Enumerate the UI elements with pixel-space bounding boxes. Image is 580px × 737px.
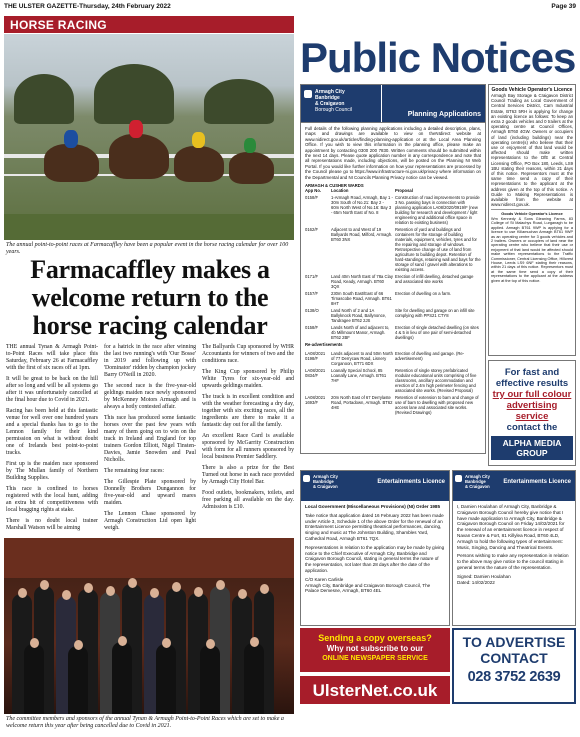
paragraph: Racing has been held at this fantastic venue for well over one hundred years and a special thanks has to go to the Lennon family for their kind permission on what is without doubt one of Irelands best point-to-point tracks. bbox=[6, 408, 98, 456]
public-notices-title: Public Notices bbox=[300, 34, 576, 81]
paragraph: The remaining four races: bbox=[104, 468, 165, 474]
paragraph: This race has produced some fantastic horses over the past few years with many of them going on to win on the track in Ireland and England for top trainers Gordon Elliott, Nigel Tinsten-Davies, Jamie Snowden and Paul Nicholls. bbox=[104, 415, 196, 463]
paragraph: The Ballyards Cup sponsored by WHR Accountants for winners of two and the conditions race. bbox=[202, 344, 294, 364]
goods-vehicle-title: Goods Vehicle Operator's Licence bbox=[491, 87, 573, 93]
paragraph: First up is the maiden race sponsored by The Mullan family of Northern Building Supplies. bbox=[6, 461, 98, 481]
paragraph: There is no doubt local trainer Marshall Watson will be aiming bbox=[6, 518, 98, 531]
ulsternet-logo: UlsterNet.co.uk bbox=[300, 674, 450, 704]
article-column-2 bbox=[104, 344, 196, 532]
paragraph: The King Cup sponsored by Philip White Tyres for six-year-old and upwards geldings maiden. bbox=[202, 369, 294, 389]
article-body bbox=[6, 344, 294, 532]
paragraph: The Gillespie Plate sponsored by Donnelly Brothers Dungannon for five-year-old and upward mares maiden. bbox=[104, 479, 196, 506]
paragraph: THE annual Tynan & Armagh Point-to-Point Races will take place this Saturday, February 26 at Farmacaffley with the first of six races off at 1pm. bbox=[6, 344, 98, 371]
alpha-media-group: ALPHA MEDIA GROUP bbox=[491, 436, 573, 460]
photo-caption: The committee members and sponsors of the annual Tynan & Armagh Point-to-Point Races which are set to make a welcome return this year after being cancelled due to Covid in 2021. bbox=[6, 716, 284, 729]
application-row: 0162/F Adjacent to and West of 19 Ballyards Road, Milford, Armagh. BT60 3NX Retention of yard and buildings and containers for the storage of building materials, equipment, vehicles, tyres and for the repairing and storage of windows. Retrospective change of use of land from agriculture to building depot. Retention of hard-standings, retaining wall and bays for the storage of sand / gravel with alterations to existing access. bbox=[305, 227, 481, 273]
paragraph: for a hatrick in the race after winning the last two running's with 'Our Bosse' in 2019 and following up with 'Dominator' ridden by champion jockey Barry O'Neill in 2020. bbox=[104, 344, 196, 378]
article-column-1 bbox=[6, 344, 98, 532]
application-row: Re-advertisements bbox=[305, 342, 343, 348]
paragraph: Food outlets, bookmakers, toilets, and free parking all available on the day. Admission is £10. bbox=[202, 490, 294, 510]
masthead bbox=[4, 3, 576, 15]
horse-racing-photo bbox=[4, 34, 294, 240]
paragraph: This race is confined to horses registered with the local hunt, adding an extra bit of competitiveness with local bragging rights at stake. bbox=[6, 486, 98, 513]
council-logo: Armagh City Banbridge & Craigavon Borough Council bbox=[301, 85, 381, 122]
article-column-3 bbox=[202, 344, 294, 532]
application-row: 0158/F 1-Armagh Road, Armagh, Bay 1 - 30m South of No.21: Bay 2 - 60m North West of No.16: Bay 3 - 65m North East of No. 8 Construction of road improvements to provide 3 No. passing bays in connection with planning application LA08/2020/0919/F (new building for research and development / light engineering and additional office space in relation to existing business) bbox=[305, 195, 480, 226]
entertainments-licence-2: Armagh City Banbridge & Craigavon Entertainments Licence I, Damien Houlahan of Armagh City, Banbridge & Craigavon Borough Council hereby give notice that I have made application to Armagh City, Banbridge & Craigavon Borough Council on Friday 14/02/2021 for the renewal of an entertainment licence in respect of Navan Centre & Fort, 81 Killylea Road, BT60 4LD, Armagh to hold the following types of entertainment: Music, Singing, Dancing and Theatrical Events. Persons wishing to make any representation in relation to the above may give notice to the council stating in general terms the nature of the representation. Signed: Damien Houlahan Dated: 14/02/2022 bbox=[452, 470, 576, 626]
application-row: 0157/F 230m South East/East of 66 Tirnascobe Road, Armagh. BT61 8HT Erection of dwelling on a farm. bbox=[305, 291, 452, 307]
subscribe-banner: Sending a copy overseas? Why not subscribe to our ONLINE NEWSPAPER SERVICE bbox=[300, 628, 450, 672]
application-row: LA08/2021 1693/F 20m North East of 67 Derrylaste Road, Portadown, Armagh. BT62 4HE Retention of extension to barn and change of use of barn to dwelling with proposed new access lane and associated site works. (Revised Drawings) bbox=[305, 395, 479, 416]
article-headline: Farmacaffley makes a welcome return to the horse racing calendar bbox=[30, 255, 270, 340]
goods-vehicle-notice bbox=[488, 84, 576, 356]
area-heading: ARMAGH & CUSHER WARDS bbox=[305, 183, 364, 189]
photo-caption: The annual point-to-point races at Farmacaffley have been a popular event in the horse racing calendar for over 100 years. bbox=[6, 242, 289, 255]
committee-photo bbox=[4, 538, 294, 714]
paragraph: The track is in excellent condition and with the weather forecasting a dry day, together with six exciting races, all the ingredients are there to make it a fantastic day out for all the family. bbox=[202, 394, 294, 428]
paragraph: The second race is the five-year-old geldings maiden race newly sponsored by McKenney Motors Armagh and is always a hotly contested affair. bbox=[104, 383, 196, 410]
page-number: Page 39 bbox=[551, 3, 576, 10]
application-row: LA08/2021 0198/F Lands adjacent to and 50m North of 77 Derrycaw Road, Lisnery Corganoon, BT71 6DX Erection of dwelling and garage. (Re-advertisement) bbox=[305, 351, 465, 367]
advertising-promo: For fast and effective results try our full colour advertising service contact the ALPHA MEDIA GROUP bbox=[488, 360, 576, 466]
paragraph: It will be great to be back on the hill after so long and will be all systems go after it was unfortunately cancelled at the final hour due to Covid in 2021. bbox=[6, 376, 98, 403]
council-logo: Armagh City Banbridge & Craigavon bbox=[453, 471, 503, 501]
planning-notice bbox=[300, 84, 486, 454]
application-row: 0158/F Lands North of and adjacent to, 4b Millmount Manor, Armagh. BT62 2BF Erection of single detached dwelling (on sites 4 & 5 in lieu of one pair of semi-detached dwellings) bbox=[305, 325, 479, 341]
planning-intro: Full details of the following planning applications including a detailed description, plans, maps and drawings are available to view on theNIdirect website at www.nidirect.gov.uk/articles/finding-planning-application or at the Local Area Planning Office. If you wish to view this information in the planning office, please make an appointment by contacting 0300 200 7830. Written comments should be submitted within the next 14 days. Please quote application number in any correspondence and note that all representations made, including objections, will be posted on the Planning NI Web Portal. If you would like further information on how your representations are processed by the Council please go to https://www.infrastructure-ni.gov.uk/privacy where information on the Departmental and NI Councils Planning Privacy notice can be viewed. bbox=[305, 126, 481, 180]
application-row: 0171/F Land 40m North East of 78a Clay Road, Keady, Armagh. BT60 3QX Erection of infill dwelling, detached garage and associated site works bbox=[305, 274, 474, 290]
application-row: LA08/2021 0834/F Loanally Special School, 85 Loanally Lane, Armagh. BT61 7HF Retention of single storey prefabricated modular educational units comprising of five classrooms, ancillary accommodation and erection of 2.4m high perimeter fencing and associated site works. (Revised Proposal) bbox=[305, 368, 477, 394]
phone-number: 028 3752 2639 bbox=[467, 669, 561, 685]
section-header: HORSE RACING bbox=[4, 16, 294, 33]
paragraph: An excellent Race Card is available sponsored by McGarrity Construction with form for all runners sponsored by local business Premier Saddlery. bbox=[202, 433, 294, 460]
applications-table bbox=[301, 183, 485, 415]
entertainments-licence-1: Armagh City Banbridge & Craigavon Entertainments Licence Local Government (Miscellaneous Provisions) (NI) Order 1985 Take notice that application dated 16 February 2022 has been made under Article 3, Schedule 1 of the above Order for the renewal of an Entertainment Licence permitting theatrical performances, dancing, singing and music at The Johnston Building, Shambles Yard, Cathedral Road, Armagh BT61 7QX. Representations in relation to the application may be made by giving notice to the Chief Executive of Armagh City, Banbridge and Craigavon Borough Council, stating in general terms the nature of the representation, not later than 28 days after the date of the application. C/O Karen Carlisle Armagh City, Banbridge and Craigavon Borough Council, The Palace Demesne, Armagh, BT60 4EL bbox=[300, 470, 450, 626]
masthead-left: THE ULSTER GAZETTE-Thursday, 24th February 2022 bbox=[4, 3, 171, 10]
planning-title: Planning Applications bbox=[381, 85, 485, 122]
application-row: 0138/O Land North of 2 and 1A Ballyknock Road, Ballynonce, Tandragee BT62 2JS Site for dwelling and garage on an infill site complying with PPS21 CTY8 bbox=[305, 308, 475, 324]
paragraph: There is also a prize for the Best Turned out horse in each race provided by Armagh City Hotel Bar. bbox=[202, 465, 294, 485]
advertise-contact-box: TO ADVERTISE CONTACT 028 3752 2639 bbox=[452, 628, 576, 704]
council-logo: Armagh City Banbridge & Craigavon bbox=[301, 471, 351, 501]
table-header: App No. Location Proposal bbox=[305, 188, 413, 194]
goods-vehicle-notice-2: Goods Vehicle Operator's Licence Wm Kennedy & Sons Gleaning Farms, 83 College of St Malachys Road, Lurganagh to be applied. Armagh BT61 9WP is applying for a licence to use Killamuchan Armagh BT61 9WP as an operating centre for 3 goods vehicles and 2 trailers. Owners or occupiers of land near the operating centre who believe that their use or enjoyment of that land would be affected should make written representations to the Traffic Commissioner, Central Licensing Office, Hillcrest House, Leeds LS9 6NF stating their reasons, within 21 days of this notice. Representors must at the same time send a copy of their representations to the applicant at the address given at the top of this notice. bbox=[491, 209, 573, 283]
paragraph: The Lennon Chase sponsored by Armagh Construction Ltd open light weigh. bbox=[104, 511, 196, 531]
goods-vehicle-body: Armagh Bay Storage & Craigavon District Council Trading as Local Government of Central Services District, Carn Industrial Estate, BT63 5RH is applying for change an existing licence as follows: To keep an extra 2 goods vehicles and 0 trailers at the operating centre at Council Offices, Armagh BT60 4GW. Owners or occupiers of land (including buildings) near the operating centre(s) who believe that their use or enjoyment of that land would be affected should make written representations to the DfE at Central Licensing Office, PO Box 180, Leeds, LS9 1BU stating their reasons, within 21 days of this notice. Representors must at the same time send a copy of their representations to the applicant at the address given at the top of this notice. A Guide to Making Representations is available from the website at www.nidirect.gov.uk. bbox=[491, 93, 573, 208]
